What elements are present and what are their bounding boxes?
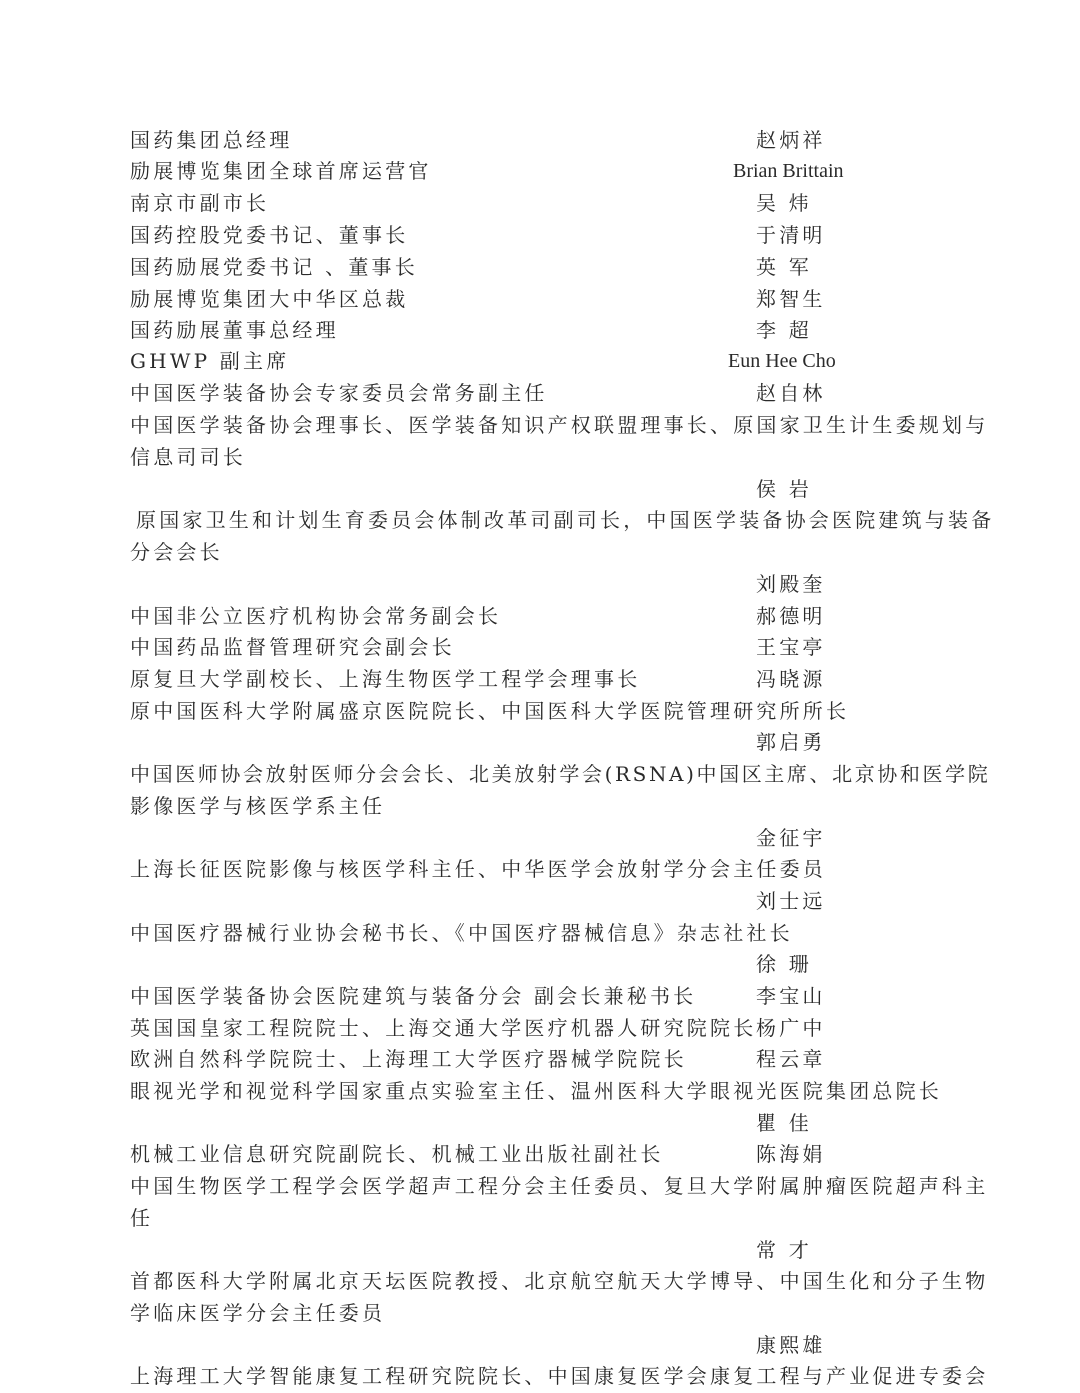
title-line: 眼视光学和视觉科学国家重点实验室主任、温州医科大学眼视光医院集团总院长	[130, 1079, 942, 1103]
person-name: 陈海娟	[756, 1142, 826, 1166]
title-line: 原中国医科大学附属盛京医院院长、中国医科大学医院管理研究所所长	[130, 699, 850, 723]
person-name: 常 才	[756, 1238, 812, 1262]
title-line: 影像医学与核医学系主任	[130, 794, 386, 818]
title-line: 国药控股党委书记、董事长	[130, 223, 409, 247]
title-line: 分会会长	[130, 540, 223, 564]
title-line: 信息司司长	[130, 445, 246, 469]
person-name: 郝德明	[756, 604, 826, 628]
person-name: 程云章	[756, 1047, 826, 1071]
title-line: 中国医学装备协会医院建筑与装备分会 副会长兼秘书长	[130, 984, 697, 1008]
person-name: 侯 岩	[756, 477, 812, 501]
title-line: 中国医学装备协会专家委员会常务副主任	[130, 381, 548, 405]
title-line: 中国医疗器械行业协会秘书长、《中国医疗器械信息》杂志社社长	[130, 921, 793, 945]
title-line: 原国家卫生和计划生育委员会体制改革司副司长，中国医学装备协会医院建筑与装备	[136, 508, 995, 532]
person-name: 李 超	[756, 318, 812, 342]
title-line: 上海长征医院影像与核医学科主任、中华医学会放射学分会主任委员	[130, 857, 826, 881]
title-line: 中国非公立医疗机构协会常务副会长	[130, 604, 502, 628]
title-line: 欧洲自然科学院院士、上海理工大学医疗器械学院院长	[130, 1047, 687, 1071]
person-name: 英 军	[756, 255, 812, 279]
title-line: GHWP 副主席	[130, 349, 290, 373]
person-name: 康熙雄	[756, 1333, 826, 1357]
title-line: 上海理工大学智能康复工程研究院院长、中国康复医学会康复工程与产业促进专委会	[130, 1364, 989, 1388]
person-name: Brian Brittain	[733, 160, 844, 182]
title-line: 学临床医学分会主任委员	[130, 1301, 386, 1325]
title-line: 机械工业信息研究院副院长、机械工业出版社副社长	[130, 1142, 664, 1166]
person-name: 金征宇	[756, 826, 826, 850]
person-name: 于清明	[756, 223, 826, 247]
person-name: 冯晓源	[756, 667, 826, 691]
person-name: 郑智生	[756, 287, 826, 311]
person-name: 吴 炜	[756, 191, 812, 215]
person-name: 郭启勇	[756, 730, 826, 754]
person-name: 杨广中	[756, 1016, 826, 1040]
person-name: 刘士远	[756, 889, 826, 913]
title-line: 中国医学装备协会理事长、医学装备知识产权联盟理事长、原国家卫生计生委规划与	[130, 413, 989, 437]
title-line: 励展博览集团大中华区总裁	[130, 287, 409, 311]
title-line: 国药励展党委书记 、董事长	[130, 255, 418, 279]
title-line: 励展博览集团全球首席运营官	[130, 159, 432, 183]
person-name: 王宝亭	[756, 635, 826, 659]
title-line: 南京市副市长	[130, 191, 270, 215]
title-line: 首都医科大学附属北京天坛医院教授、北京航空航天大学博导、中国生化和分子生物	[130, 1269, 989, 1293]
title-line: 英国国皇家工程院院士、上海交通大学医疗机器人研究院院长	[130, 1016, 757, 1040]
person-name: 赵炳祥	[756, 128, 826, 152]
person-name: 瞿 佳	[756, 1111, 812, 1135]
title-line: 任	[130, 1206, 154, 1230]
title-line: 中国药品监督管理研究会副会长	[130, 635, 455, 659]
person-name: Eun Hee Cho	[728, 350, 836, 372]
title-line: 原复旦大学副校长、上海生物医学工程学会理事长	[130, 667, 641, 691]
title-line: 中国医师协会放射医师分会会长、北美放射学会(RSNA)中国区主席、北京协和医学院	[130, 762, 991, 786]
person-name: 赵自林	[756, 381, 826, 405]
person-name: 李宝山	[756, 984, 826, 1008]
title-line: 国药励展董事总经理	[130, 318, 339, 342]
title-line: 中国生物医学工程学会医学超声工程分会主任委员、复旦大学附属肿瘤医院超声科主	[130, 1174, 989, 1198]
title-line: 国药集团总经理	[130, 128, 293, 152]
person-name: 刘殿奎	[756, 572, 826, 596]
person-name: 徐 珊	[756, 952, 812, 976]
